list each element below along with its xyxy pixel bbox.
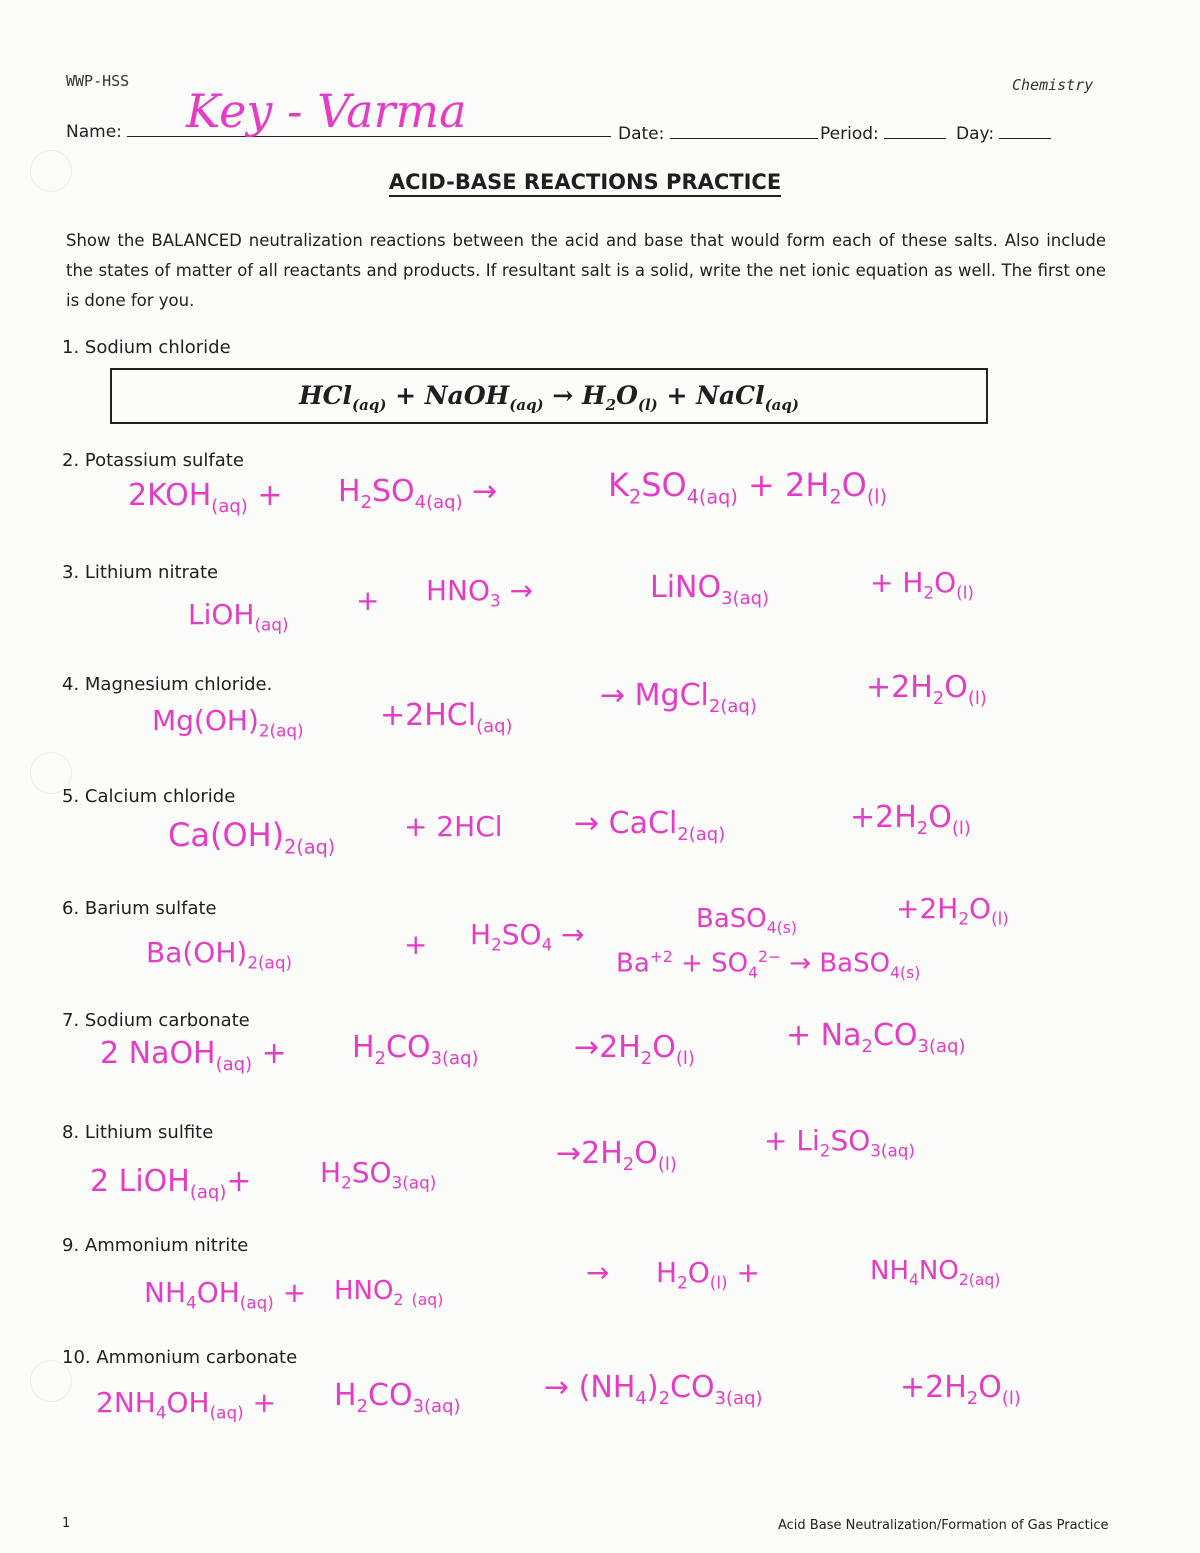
handwriting-5b: + 2HCl — [404, 810, 503, 843]
item-label-7: 7. Sodium carbonate — [62, 1010, 250, 1031]
handwriting-7d: + $Na_2CO_{3(aq)}$ — [786, 1018, 966, 1057]
subject-label: Chemistry — [1012, 76, 1094, 94]
page-number: 1 — [62, 1516, 71, 1531]
item-label-6: 6. Barium sulfate — [62, 898, 217, 919]
period-label: Period: — [820, 124, 879, 144]
handwriting-5d: $+2H_2O_{(l)}$ — [850, 800, 971, 839]
handwriting-4b: +2HCl$_{(aq)}$ — [380, 698, 513, 737]
item-label-9: 9. Ammonium nitrite — [62, 1235, 249, 1256]
date-line[interactable] — [670, 120, 818, 139]
date-field — [618, 120, 818, 144]
item-label-8: 8. Lithium sulfite — [62, 1122, 214, 1143]
handwriting-9b: $HNO_2$ $_{(aq)}$ — [334, 1276, 444, 1310]
handwriting-7c: $\to 2H_2O_{(l)}$ — [574, 1030, 695, 1069]
day-label: Day: — [956, 124, 995, 144]
handwriting-6b: + — [404, 928, 428, 961]
date-label: Date: — [618, 124, 665, 144]
name-label: Name: — [66, 122, 122, 142]
name-handwritten: Key - Varma — [186, 84, 467, 138]
item-label-4: 4. Magnesium chloride. — [62, 674, 273, 695]
item-label-2: 2. Potassium sulfate — [62, 450, 244, 471]
handwriting-6f: $Ba^{+2} + SO_4^{2-}$ → BaSO$_{4(s)}$ — [616, 948, 921, 982]
handwriting-3b: + — [356, 584, 380, 617]
handwriting-9e: $NH_4NO_{2(aq)}$ — [870, 1256, 1001, 1290]
handwriting-2a: $2KOH_{(aq)}$ + — [128, 478, 283, 517]
handwriting-3c: $HNO_3$ → — [426, 574, 534, 611]
answer-box-1 — [110, 368, 988, 424]
period-line[interactable] — [884, 120, 946, 139]
handwriting-3d: LiNO$_{3(aq)}$ — [650, 570, 770, 609]
handwriting-6d: BaSO$_{4(s)}$ — [696, 904, 797, 938]
handwriting-4a: $Mg(OH)_{2(aq)}$ — [152, 704, 304, 741]
example-equation: HCl$_{(aq)}$ + NaOH$_{(aq)}$ → $H_2O_{(l)}$ + NaCl$_{(aq)}$ — [299, 381, 799, 414]
item-label-10: 10. Ammonium carbonate — [62, 1347, 298, 1368]
handwriting-3a: LiOH$_{(aq)}$ — [188, 598, 289, 635]
handwriting-6a: $Ba(OH)_{2(aq)}$ — [146, 936, 293, 973]
handwriting-6e: $+2H_2O_{(l)}$ — [896, 892, 1009, 929]
footer-title: Acid Base Neutralization/Formation of Gas Practice — [778, 1518, 1109, 1533]
item-label-5: 5. Calcium chloride — [62, 786, 236, 807]
handwriting-4c: → MgCl$_{2(aq)}$ — [600, 678, 757, 717]
instructions: Show the BALANCED neutralization reactions between the acid and base that would form each of these salts. Also include the states of matter of all reactants and products. If resultant salt is a solid, write the net ionic equation as well. The first one is done for you. — [66, 231, 1106, 310]
page-title-text: ACID-BASE REACTIONS PRACTICE — [389, 170, 781, 197]
handwriting-2c: $K_2SO_{4(aq)} + 2H_2O_{(l)}$ — [608, 466, 888, 509]
handwriting-10a: $2NH_4OH_{(aq)}$ + — [96, 1386, 277, 1423]
page-title — [0, 170, 1170, 194]
school-label: WWP-HSS — [66, 72, 130, 90]
handwriting-2b: $H_2SO_{4(aq)}$ → — [338, 474, 498, 513]
handwriting-4d: $+2H_2O_{(l)}$ — [866, 670, 987, 709]
period-field — [820, 120, 946, 144]
item-label-1: 1. Sodium chloride — [62, 337, 231, 358]
handwriting-7b: $H_2CO_{3(aq)}$ — [352, 1030, 479, 1069]
handwriting-8a: 2 LiOH$_{(aq)}$+ — [90, 1164, 252, 1203]
handwriting-5c: → CaCl$_{2(aq)}$ — [574, 806, 726, 845]
handwriting-8b: $H_2SO_{3(aq)}$ — [320, 1156, 437, 1193]
handwriting-10d: $+2H_2O_{(l)}$ — [900, 1370, 1021, 1409]
handwriting-9c: → — [586, 1256, 610, 1289]
handwriting-5a: $Ca(OH)_{2(aq)}$ — [168, 816, 336, 859]
day-line[interactable] — [999, 120, 1051, 139]
handwriting-8c: $\to 2H_2O_{(l)}$ — [556, 1136, 677, 1175]
item-label-3: 3. Lithium nitrate — [62, 562, 219, 583]
handwriting-10b: $H_2CO_{3(aq)}$ — [334, 1378, 461, 1417]
handwriting-9d: $H_2O_{(l)}$ + — [656, 1256, 760, 1293]
handwriting-9a: $NH_4OH_{(aq)}$ + — [144, 1276, 307, 1313]
handwriting-10c: → $(NH_4)_2CO_{3(aq)}$ — [544, 1370, 763, 1409]
day-field — [956, 120, 1051, 144]
handwriting-7a: 2 NaOH$_{(aq)}$ + — [100, 1036, 287, 1075]
handwriting-8d: + $Li_2SO_{3(aq)}$ — [764, 1124, 915, 1161]
handwriting-3e: + $H_2O_{(l)}$ — [870, 566, 974, 603]
handwriting-6c: $H_2SO_4$ → — [470, 918, 585, 955]
